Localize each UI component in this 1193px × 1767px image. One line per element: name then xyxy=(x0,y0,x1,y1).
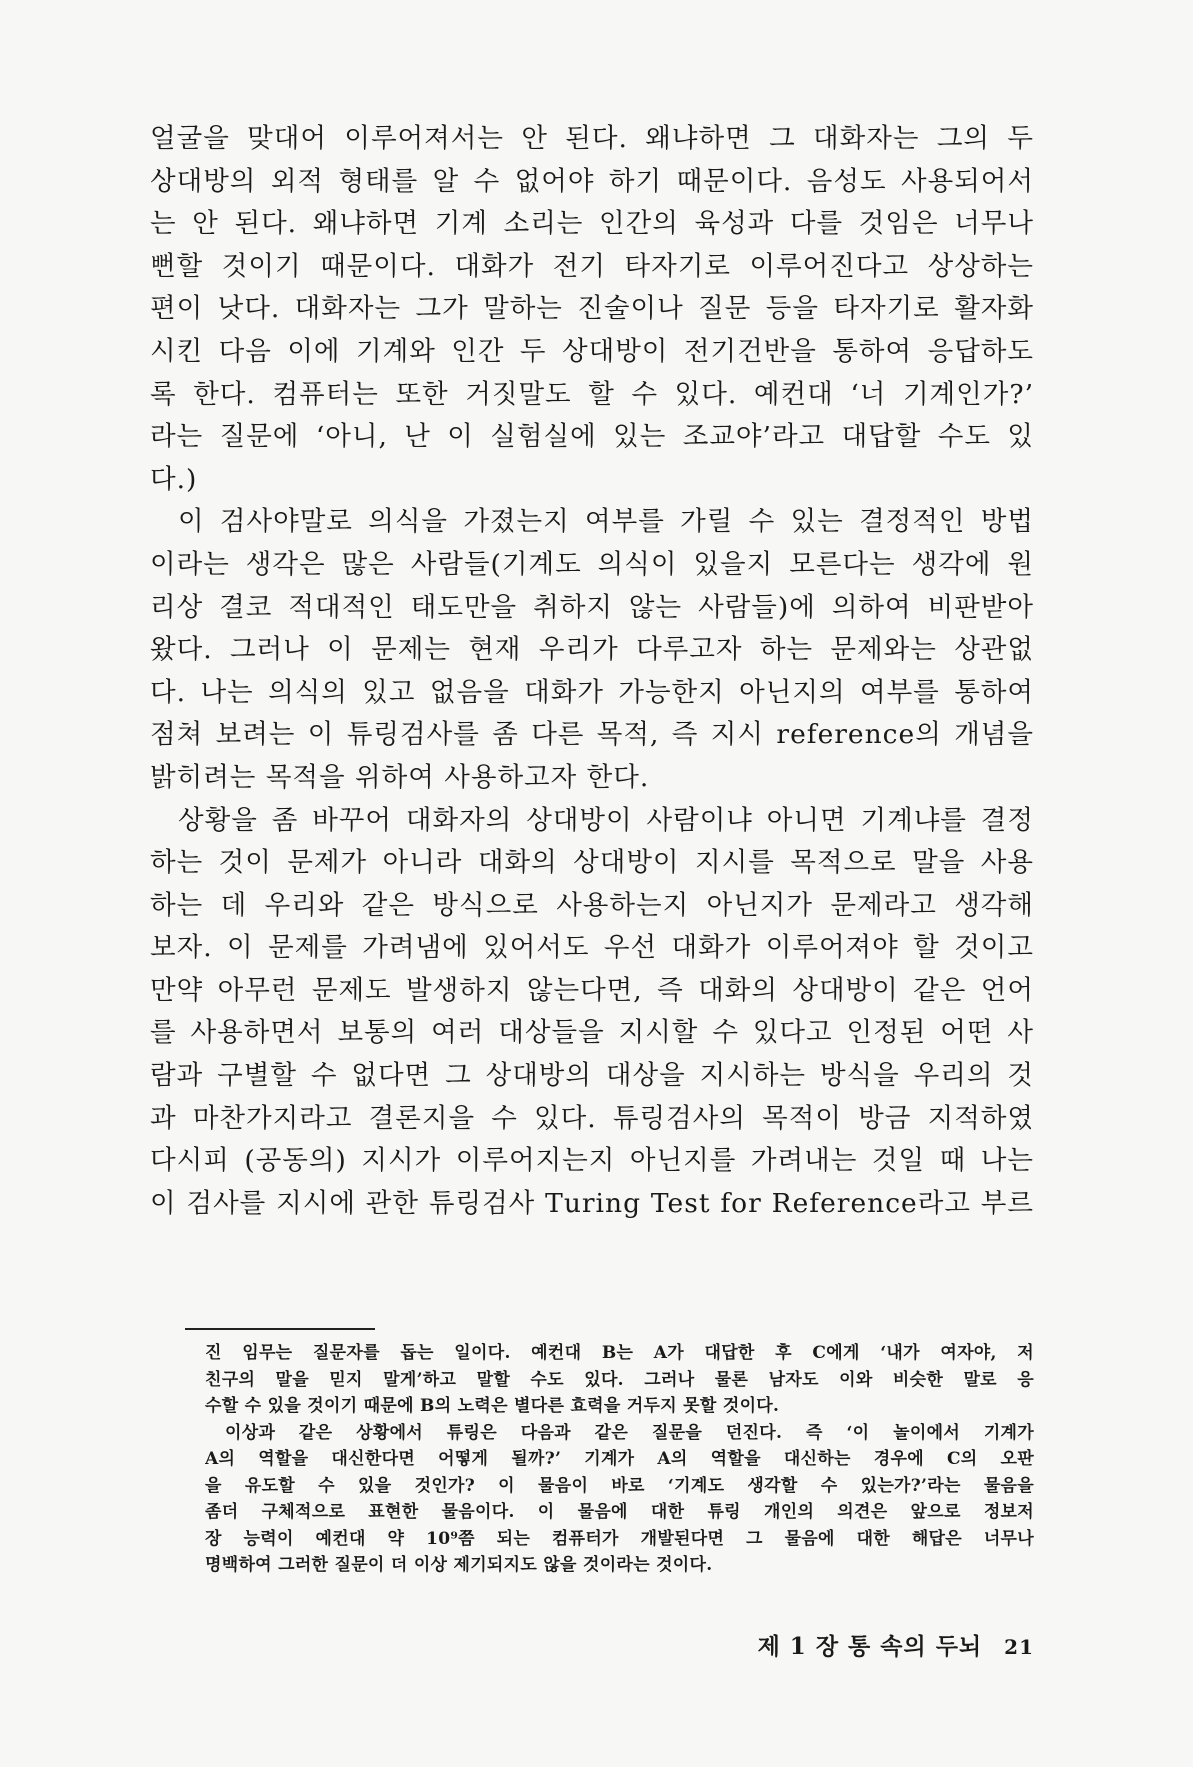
footnotes xyxy=(205,1340,1034,1579)
footnote-line: 이상과 같은 상황에서 튜링은 다음과 같은 질문을 던진다. 즉 ‘이 놀이에서 기계가 xyxy=(225,1422,1034,1443)
footnote-line: 수할 수 있을 것이기 때문에 B의 노력은 별다른 효력을 거두지 못할 것이다. xyxy=(205,1396,780,1416)
footnote-line: 장 능력이 예컨대 약 10⁹쯤 되는 컴퓨터가 개발된다면 그 물음에 대한 해답은 너무나 xyxy=(205,1528,1034,1549)
body-line: 뻔할 것이기 때문이다. 대화가 전기 타자기로 이루어진다고 상상하는 xyxy=(150,250,1034,282)
body-line: 상황을 좀 바꾸어 대화자의 상대방이 사람이냐 아니면 기계냐를 결정 xyxy=(178,804,1034,836)
body-line: 밝히려는 목적을 위하여 사용하고자 한다. xyxy=(150,761,650,793)
footnote-line: 명백하여 그러한 질문이 더 이상 제기되지도 않을 것이라는 것이다. xyxy=(205,1555,713,1575)
body-line: 하는 데 우리와 같은 방식으로 사용하는지 아닌지가 문제라고 생각해 xyxy=(150,889,1034,921)
body-line: 하는 것이 문제가 아니라 대화의 상대방이 지시를 목적으로 말을 사용 xyxy=(150,847,1034,879)
body-line: 를 사용하면서 보통의 여러 대상들을 지시할 수 있다고 인정된 어떤 사 xyxy=(150,1017,1034,1049)
footnote-line: 친구의 말을 믿지 말게’하고 말할 수도 있다. 그러나 물론 남자도 이와 비슷한 말로 응 xyxy=(205,1369,1034,1390)
body-line: 다시피 (공동의) 지시가 이루어지는지 아닌지를 가려내는 것일 때 나는 xyxy=(150,1145,1034,1177)
body-line: 이라는 생각은 많은 사람들(기계도 의식이 있을지 모른다는 생각에 원 xyxy=(150,548,1034,580)
body-line: 람과 구별할 수 없다면 그 상대방의 대상을 지시하는 방식을 우리의 것 xyxy=(150,1060,1034,1092)
body-line: 시킨 다음 이에 기계와 인간 두 상대방이 전기건반을 통하여 응답하도 xyxy=(150,335,1034,367)
body-line: 편이 낫다. 대화자는 그가 말하는 진술이나 질문 등을 타자기로 활자화 xyxy=(150,293,1034,325)
body-line: 이 검사야말로 의식을 가졌는지 여부를 가릴 수 있는 결정적인 방법 xyxy=(178,506,1034,538)
body-line: 다. 나는 의식의 있고 없음을 대화가 가능한지 아닌지의 여부를 통하여 xyxy=(150,676,1034,708)
body-line: 록 한다. 컴퓨터는 또한 거짓말도 할 수 있다. 예컨대 ‘너 기계인가?’ xyxy=(150,378,1034,410)
body-line: 점쳐 보려는 이 튜링검사를 좀 다른 목적, 즉 지시 reference의 개념을 xyxy=(150,719,1034,751)
body-line: 만약 아무런 문제도 발생하지 않는다면, 즉 대화의 상대방이 같은 언어 xyxy=(150,974,1034,1006)
body-line: 보자. 이 문제를 가려냄에 있어서도 우선 대화가 이루어져야 할 것이고 xyxy=(150,932,1034,964)
body-line: 얼굴을 맞대어 이루어져서는 안 된다. 왜냐하면 그 대화자는 그의 두 xyxy=(150,123,1034,154)
body-line: 상대방의 외적 형태를 알 수 없어야 하기 때문이다. 음성도 사용되어서 xyxy=(150,165,1034,197)
running-footer xyxy=(700,1628,1034,1661)
body-text xyxy=(150,118,1034,1225)
body-line: 왔다. 그러나 이 문제는 현재 우리가 다루고자 하는 문제와는 상관없 xyxy=(150,634,1034,666)
chapter-title: 제 1 장 통 속의 두뇌 xyxy=(757,1633,983,1660)
body-line: 는 안 된다. 왜냐하면 기계 소리는 인간의 육성과 다를 것임은 너무나 xyxy=(150,208,1034,240)
footnote-line: 진 임무는 질문자를 돕는 일이다. 예컨대 B는 A가 대답한 후 C에게 ‘내가 여자야, 저 xyxy=(205,1343,1034,1363)
body-line: 라는 질문에 ‘아니, 난 이 실험실에 있는 조교야’라고 대답할 수도 있 xyxy=(150,421,1034,453)
footnote-line: 좀더 구체적으로 표현한 물음이다. 이 물음에 대한 튜링 개인의 의견은 앞으로 정보저 xyxy=(205,1502,1034,1522)
body-line: 이 검사를 지시에 관한 튜링검사 Turing Test for Reference라고 부르 xyxy=(150,1187,1034,1219)
body-line: 과 마찬가지라고 결론지을 수 있다. 튜링검사의 목적이 방금 지적하였 xyxy=(150,1102,1034,1134)
footnote-line: A의 역할을 대신한다면 어떻게 될까?’ 기계가 A의 역할을 대신하는 경우에 C의 오판 xyxy=(205,1449,1034,1469)
body-line: 리상 결코 적대적인 태도만을 취하지 않는 사람들)에 의하여 비판받아 xyxy=(150,591,1034,623)
page-number: 21 xyxy=(1004,1635,1034,1659)
body-line: 다.) xyxy=(150,463,198,495)
footnote-divider xyxy=(185,1328,375,1330)
footnote-line: 을 유도할 수 있을 것인가? 이 물음이 바로 ‘기계도 생각할 수 있는가?’라는 물음을 xyxy=(205,1475,1034,1496)
